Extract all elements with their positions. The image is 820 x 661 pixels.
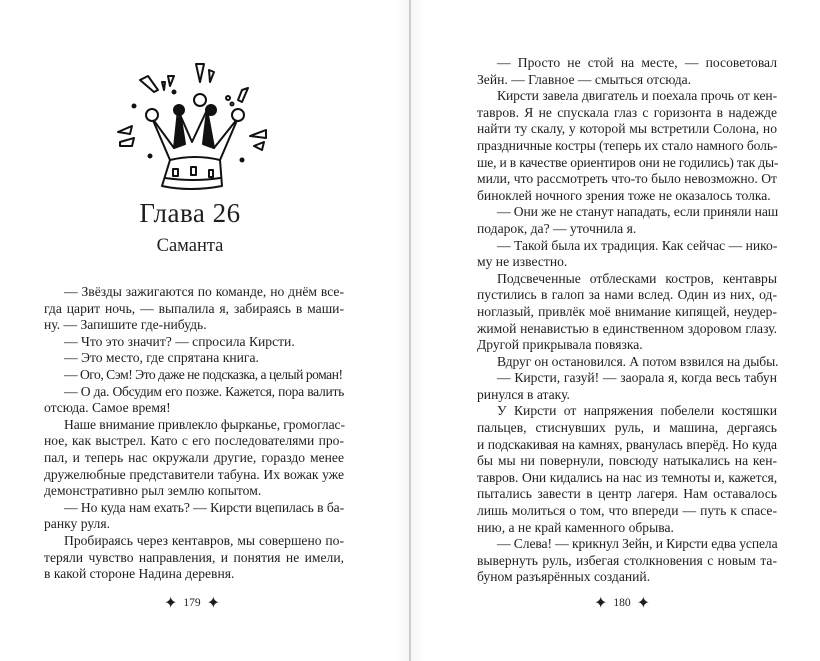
text-line: бы мы ни повернули, повсюду натыкались на кен- bbox=[477, 453, 777, 469]
paragraph bbox=[44, 367, 344, 384]
text-line: и подскакивая на камнях, рванулась вперёд. Но куда bbox=[477, 436, 777, 452]
paragraph bbox=[477, 403, 777, 536]
text-line: ше, и в качестве ориентиров они не годились) так ды- bbox=[477, 154, 779, 170]
page-number-right bbox=[582, 593, 662, 613]
chapter-title: Глава 26 bbox=[139, 198, 241, 228]
text-line: ринулся в атаку. bbox=[477, 386, 570, 402]
paragraph bbox=[44, 533, 344, 583]
text-line: биноклей ночного зрения тоже не оказалось толка. bbox=[477, 187, 771, 203]
text-line: пустились в галоп за нами вслед. Один из них, од- bbox=[477, 287, 777, 303]
book-spine bbox=[409, 0, 411, 661]
text-line: демонстративно рыл землю копытом. bbox=[44, 483, 262, 499]
text-line: Зейн. — Главное — смыться отсюда. bbox=[477, 71, 692, 87]
text-line: нию, а не край каменного обрыва. bbox=[477, 519, 674, 535]
text-line: Кирсти завела двигатель и поехала прочь от кен- bbox=[497, 88, 777, 104]
text-line: мили, что рассмотреть что-то было невозможно. От bbox=[477, 171, 777, 187]
text-line: — Слева! — крикнул Зейн, и Кирсти едва успела bbox=[497, 536, 778, 552]
text-line: пал, и теперь нас окружали другие, гораздо менее bbox=[44, 449, 344, 465]
text-line: — Звёзды зажигаются по команде, но днём все- bbox=[64, 284, 344, 299]
text-line: праздничные костры (теперь их стало намного боль- bbox=[477, 137, 778, 153]
text-line: отсюда. Самое время! bbox=[44, 400, 171, 416]
paragraph bbox=[44, 500, 344, 533]
text-line: жимой ненавистью в единственном здоровом глазу. bbox=[477, 320, 777, 336]
text-line: — О да. Обсудим его позже. Кажется, пора валить bbox=[64, 383, 344, 399]
text-line: теряли чувство направления, и понятия не имели, bbox=[44, 549, 344, 565]
text-line: — Это место, где спрятана книга. bbox=[64, 350, 259, 366]
paragraph bbox=[44, 284, 344, 334]
text-line: ноглазый, привлёк моё внимание кипящей, неудер- bbox=[477, 303, 777, 319]
text-line: му не известно. bbox=[477, 254, 568, 270]
paragraph bbox=[44, 350, 344, 367]
star-ornament-icon: ✦ bbox=[593, 595, 608, 612]
text-line: гда царит ночь, — выпалила я, забираясь в маши- bbox=[44, 300, 344, 316]
text-line: найти ту скалу, у которой мы встретили Солона, но bbox=[477, 121, 777, 137]
text-line: Подсвеченные отблесками костров, кентавры bbox=[497, 270, 777, 286]
paragraph bbox=[477, 88, 777, 204]
text-line: — Кирсти, газуй! — заорала я, когда весь табун bbox=[497, 370, 777, 386]
text-line: дружелюбные представители табуна. Их вожак уже bbox=[44, 466, 344, 482]
text-line: тавров. Я не спускала глаз с горизонта в надежде bbox=[477, 104, 777, 120]
paragraph bbox=[477, 536, 777, 586]
text-line: буном разъярённых созданий. bbox=[477, 569, 651, 585]
paragraph bbox=[477, 271, 777, 354]
text-line: — Что это значит? — спросила Кирсти. bbox=[64, 333, 295, 349]
text-line: — Просто не стой на месте, — посоветовал bbox=[497, 55, 777, 70]
text-line: ну. — Запишите где-нибудь. bbox=[44, 317, 207, 333]
star-ornament-icon: ✦ bbox=[163, 595, 178, 612]
paragraph bbox=[44, 417, 344, 500]
text-line: ранку руля. bbox=[44, 516, 110, 532]
page-number-left bbox=[152, 593, 232, 613]
paragraph bbox=[44, 384, 344, 417]
paragraph bbox=[44, 334, 344, 351]
text-line: Вдруг он остановился. А потом взвился на дыбы. bbox=[497, 353, 779, 369]
chapter-subtitle: Саманта bbox=[156, 236, 224, 256]
text-line: У Кирсти от напряжения побелели костяшки bbox=[497, 403, 777, 419]
paragraph bbox=[477, 238, 777, 271]
text-line: пальцев, стиснувших руль, и машина, дергаясь bbox=[477, 420, 777, 436]
star-ornament-icon: ✦ bbox=[636, 595, 651, 612]
left-page-body bbox=[44, 284, 344, 583]
text-line: вывернуть руль, избегая столкновения с новым та- bbox=[477, 552, 777, 568]
paragraph bbox=[477, 55, 777, 88]
text-line: Другой прикрывала повязка. bbox=[477, 337, 643, 353]
text-line: Пробираясь через кентавров, мы совершено по- bbox=[64, 532, 344, 548]
right-page-body bbox=[477, 55, 777, 586]
page-number: 180 bbox=[613, 597, 631, 609]
page-number: 179 bbox=[183, 597, 201, 609]
paragraph bbox=[477, 370, 777, 403]
text-line: Наше внимание привлекло фырканье, громоглас- bbox=[64, 416, 345, 432]
text-line: лишь молиться о том, что впереди — путь к спасе- bbox=[477, 503, 777, 519]
paragraph bbox=[477, 204, 777, 237]
text-line: в какой стороне Надина деревня. bbox=[44, 566, 235, 582]
paragraph bbox=[477, 354, 777, 371]
crown-illustration bbox=[110, 60, 280, 190]
text-line: — Но куда нам ехать? — Кирсти вцепилась в ба- bbox=[64, 499, 344, 515]
star-ornament-icon: ✦ bbox=[206, 595, 221, 612]
text-line: — Такой была их традиция. Как сейчас — нико- bbox=[497, 237, 778, 253]
text-line: пытались завести в центр лагеря. Нам оставалось bbox=[477, 486, 777, 502]
text-line: ное, как выстрел. Като с его последователями про- bbox=[44, 433, 344, 449]
text-line: — Они же не станут нападать, если приняли наш bbox=[497, 204, 779, 220]
text-line: тавров. Они кидались на нас из темноты и, кажется, bbox=[477, 469, 777, 485]
text-line: — Ого, Сэм! Это даже не подсказка, а целый роман! bbox=[64, 366, 343, 382]
text-line: подарок, да? — уточнила я. bbox=[477, 220, 637, 236]
